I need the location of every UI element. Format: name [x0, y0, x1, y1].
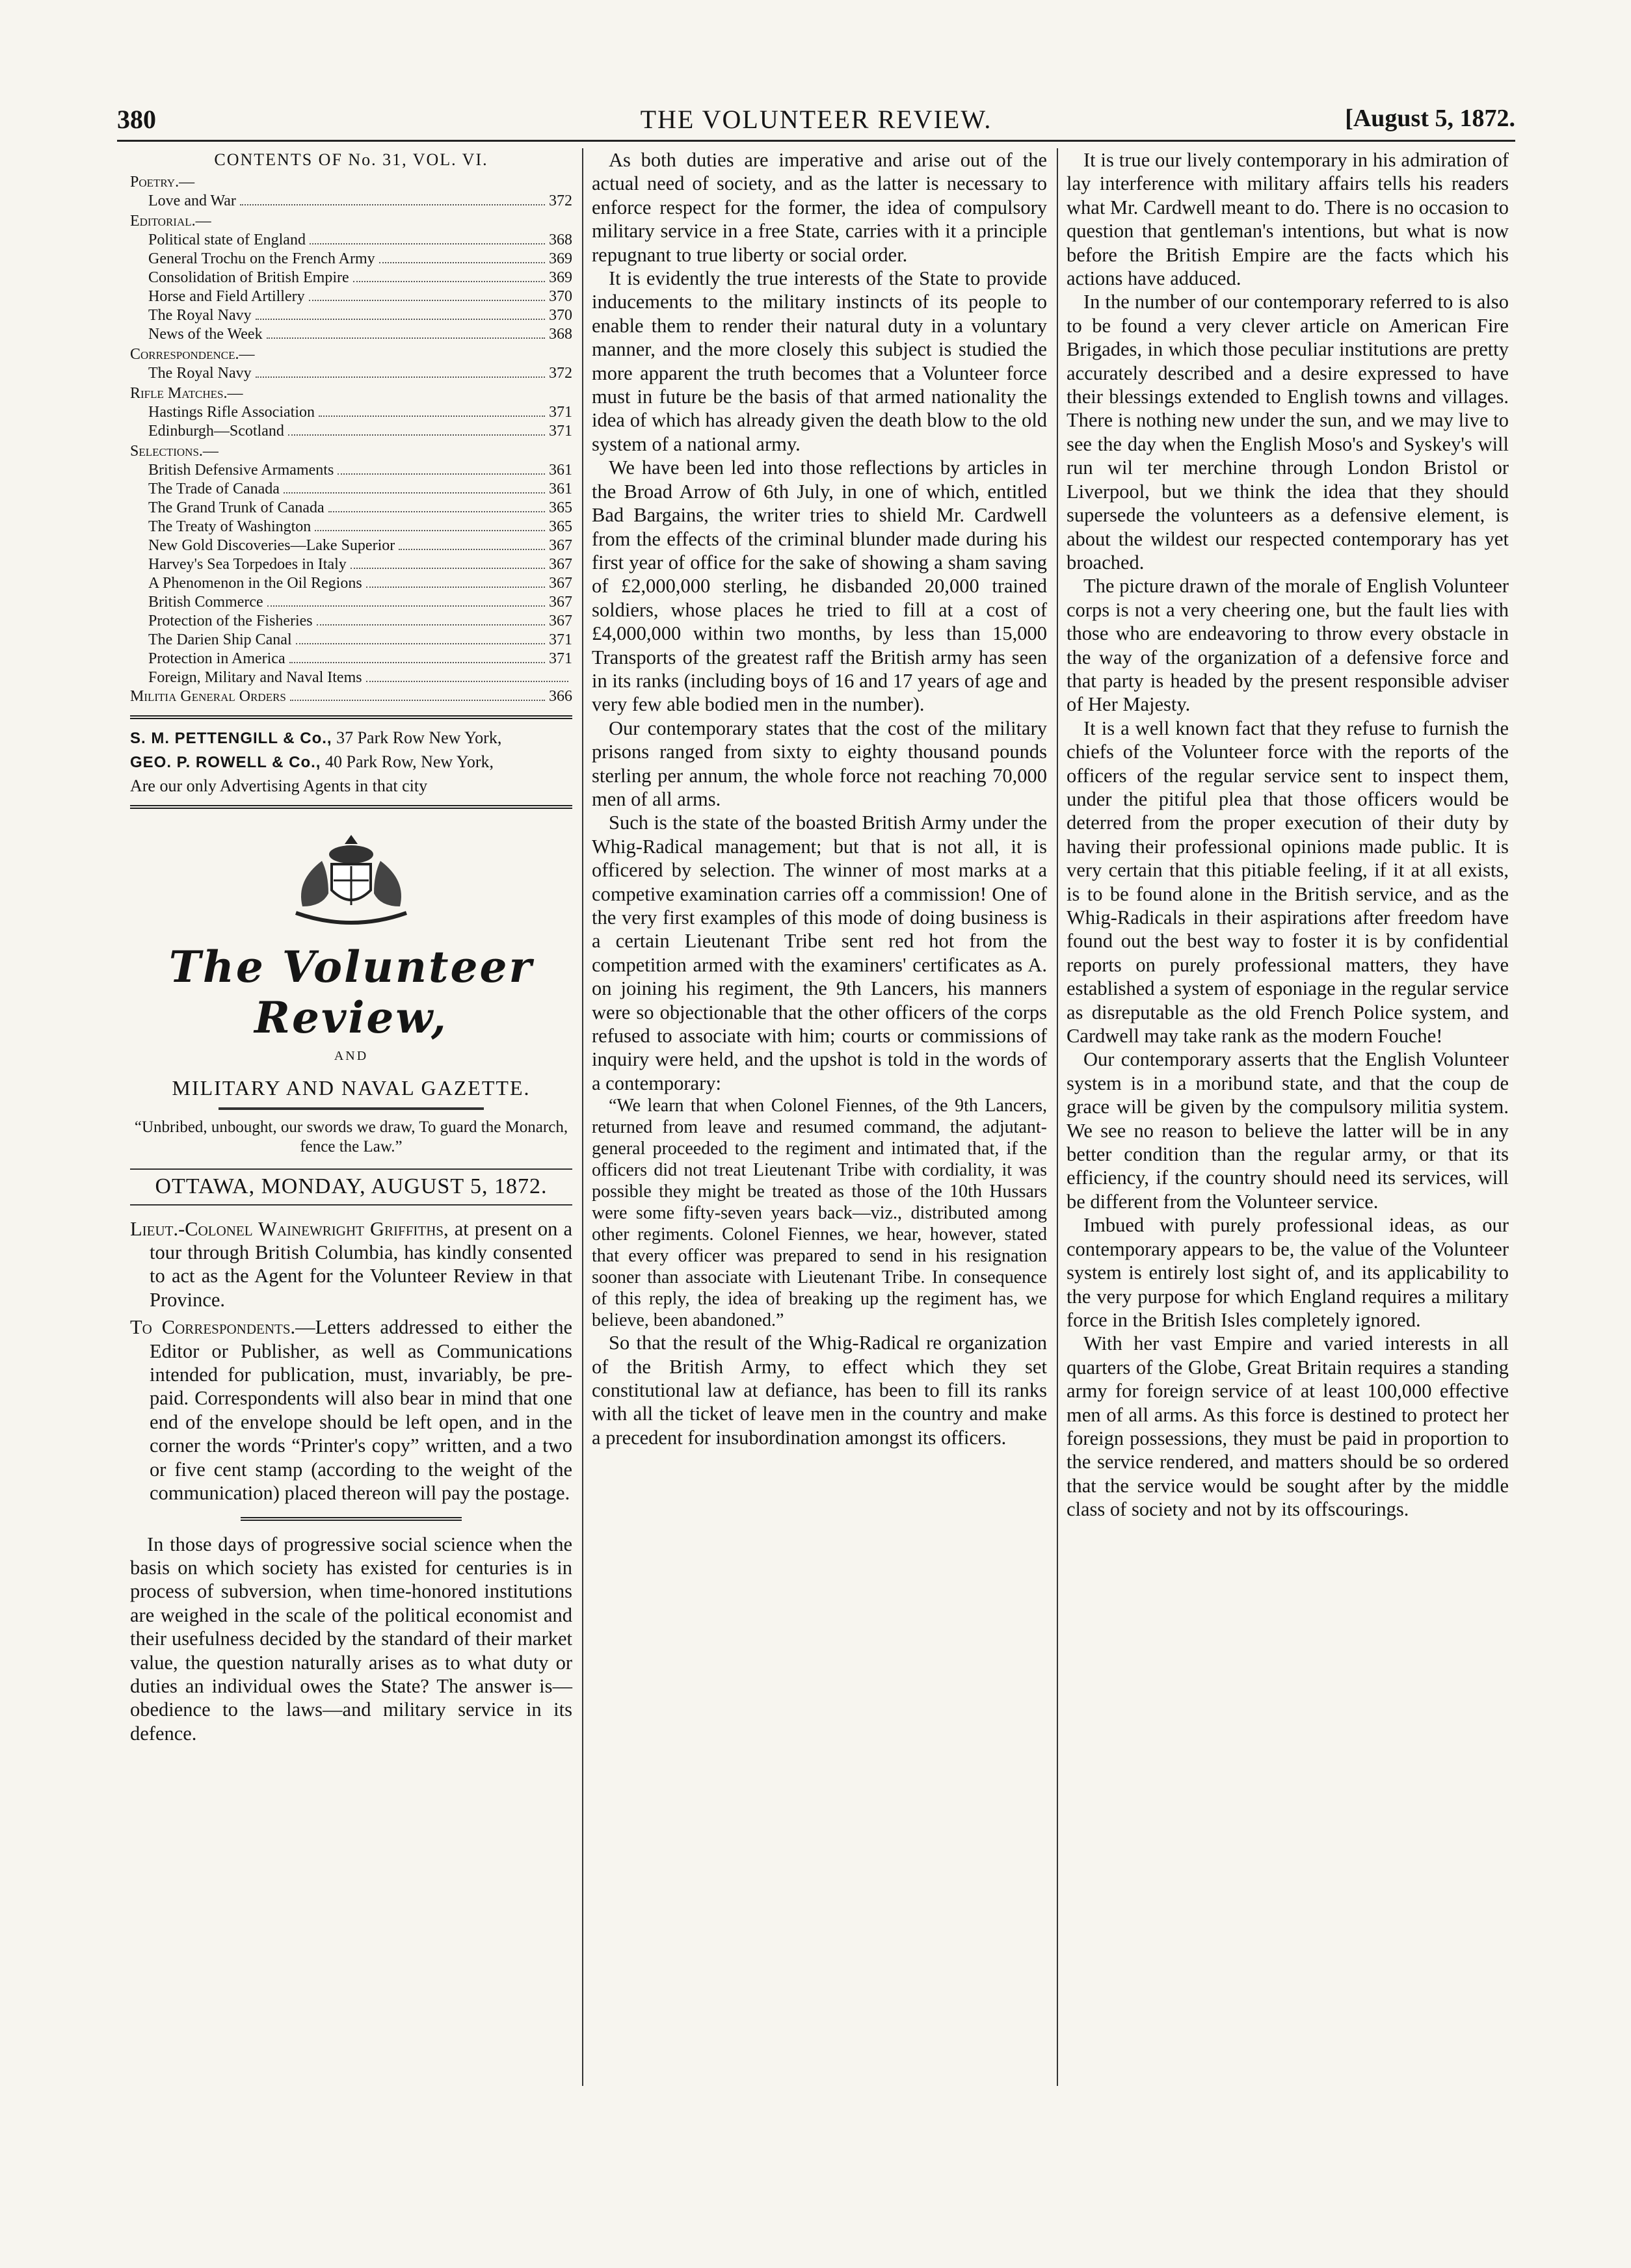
column-rule	[1057, 148, 1058, 2086]
column-1	[130, 148, 572, 1745]
contents-entry: News of the Week 368	[148, 326, 572, 343]
article-paragraph: We have been led into those reflections by articles in the Broad Arrow of 6th July, in one of which, entitled Bad Bargains, the writer tries to shield Mr. Cardwell from the effects of the criminal blunder made during his first year of office for the sake of showing a sham saving of £2,000,000 sterling, he disbanded 20,000 trained soldiers, whose places he tried to fill at a cost of £4,000,000 within two months, by less than 15,000 Transports of the greatest raff the British army has seen in its ranks (including boys of 16 and 17 years of age and very few able bodied men in the number).	[592, 456, 1047, 716]
article-paragraph: Our contemporary asserts that the English Volunteer system is in a moribund state, and that the coup de grace will be given by the compulsory militia system. We see no reason to believe the latter will be in any better condition than the regular army, or that its efficiency, if the country should need its services, will be different from the Volunteer service.	[1067, 1048, 1509, 1213]
contents-entry: British Commerce 367	[148, 594, 572, 611]
quotation: “We learn that when Colonel Fiennes, of the 9th Lancers, returned from leave and resumed command, the adjutant-general proceeded to the regiment and intimated that, if the officers did not treat Lieutenant Tribe with cordiality, it was possible they might be treated as those of the 10th Hussars were some fifty-seven years back—viz., distributed among other regiments. Colonel Fiennes, we hear, however, stated that every officer was prepared to send in his resignation sooner than associate with Lieutenant Tribe. In consequence of this reply, the idea of breaking up the regiment has, we believe, been abandoned.”	[592, 1096, 1047, 1331]
contents-section-heading: Poetry.—	[130, 174, 195, 191]
article-paragraph: So that the result of the Whig-Radical re organization of the British Army, to effect which they set constitutional law at defiance, has been to fill its ranks with all the ticket of leave men in the country and make a precedent for insubordination amongst its officers.	[592, 1332, 1047, 1449]
contents-section-heading: Editorial.—	[130, 213, 211, 230]
contents-section-heading: Selections.—	[130, 443, 219, 460]
notice: Lieut.-Colonel Wainewright Griffiths, at present on a tour through British Columbia, has kindly consented to act as the Agent for the Volunteer Review in that Province.	[130, 1217, 572, 1311]
contents-entry: The Grand Trunk of Canada 365	[148, 499, 572, 517]
divider	[241, 1517, 462, 1521]
contents-entry: Protection of the Fisheries 367	[148, 613, 572, 630]
divider	[130, 805, 572, 809]
contents-section-heading: Correspondence.—	[130, 346, 255, 363]
article-paragraph: Imbued with purely professional ideas, as our contemporary appears to be, the value of the Volunteer system is entirely lost sight of, and its applicability to the very purpose for which England requires a military force in the British Isles completely ignored.	[1067, 1214, 1509, 1331]
contents-title: CONTENTS OF No. 31, VOL. VI.	[214, 150, 488, 169]
contents-entry: Love and War 372	[148, 192, 572, 210]
notice: To Correspondents.—Letters addressed to either the Editor or Publisher, as well as Communications intended for publication, must, invariably, be pre-paid. Correspondents will also bear in mind that one end of the envelope should be left open, and in the corner the words “Printer's copy” written, and a two or five cent stamp (according to the weight of the communication) placed thereon will pay the postage.	[130, 1316, 572, 1505]
contents-entry: Militia General Orders 366	[130, 688, 572, 705]
contents-entry: Political state of England 368	[148, 231, 572, 249]
page-header	[117, 104, 1515, 143]
divider	[130, 715, 572, 719]
contents-entry: The Treaty of Washington 365	[148, 518, 572, 536]
article-paragraph: It is a well known fact that they refuse to furnish the chiefs of the Volunteer force with the reports of the officers of the regular service sent to inspect them, under the pitiful plea that those officers would be deterred from the proper execution of their duty by having their professional opinions made public. It is very certain that this pitiable feeling, if it at all exists, is to be found alone in the British service, and as the Whig-Radicals in their aspirations after freedom have found out the best way to foster it is by confidential reports on purely professional matters, they have established a system of esponiage in the regular service as disreputable as the old French Police system, and Cardwell may take rank as the modern Fouche!	[1067, 717, 1509, 1048]
running-title: THE VOLUNTEER REVIEW.	[640, 105, 992, 134]
contents-entry: The Darien Ship Canal 371	[148, 631, 572, 649]
article-paragraph: In the number of our contemporary referred to is also to be found a very clever article on American Fire Brigades, in which those peculiar institutions are pretty accurately described and a desire expressed to have their blessings extended to English towns and villages. There is nothing new under the sun, and we may live to see the day when the English Moso's and Syskey's will run wil ter merchine through London Bristol or Liverpool, but we think the idea that they should supersede the volunteers as a defensive element, is about the wildest our respected contemporary has yet broached.	[1067, 291, 1509, 574]
contents-entry: The Trade of Canada 361	[148, 481, 572, 498]
masthead-subtitle: MILITARY AND NAVAL GAZETTE.	[172, 1075, 531, 1100]
contents-entry: Horse and Field Artillery 370	[148, 288, 572, 306]
article-paragraph: The picture drawn of the morale of English Volunteer corps is not a very cheering one, but the fault lies with those who are endeavoring to throw every obstacle in the way of the organization of a defensive force and that party is headed by the present responsible adviser of Her Majesty.	[1067, 575, 1509, 716]
article-paragraph: Our contemporary states that the cost of the military prisons ranged from sixty to eighty thousand pounds sterling per annum, the whole force not reaching 70,000 men of all arms.	[592, 717, 1047, 810]
article-paragraph: It is true our lively contemporary in his admiration of lay interference with military affairs tells his readers what Mr. Cardwell meant to do. There is no occasion to question that gentleman's intentions, but what is now before the British Empire are the facts which his actions have adduced.	[1067, 149, 1509, 290]
advertising-agent: S. M. PETTENGILL & Co., 37 Park Row New York,	[130, 728, 502, 748]
contents-entry: General Trochu on the French Army 369	[148, 250, 572, 268]
article-paragraph: In those days of progressive social science when the basis on which society has existed for centuries is in process of subversion, when time-honored institutions are weighed in the scale of the political economist and their usefulness decided by the standard of their market value, the question naturally arises as to what duty or duties an individual owes the State? The answer is—obedience to the laws—and military service in its defence.	[130, 1533, 572, 1745]
contents-list	[130, 173, 572, 706]
column-2	[592, 148, 1047, 1449]
article-paragraph: As both duties are imperative and arise out of the actual need of society, and as the latter is necessary to enforce respect for the former, the idea of compulsory military service in a free State, carries with it a principle repugnant to true liberty or social order.	[592, 149, 1047, 266]
advertising-agent: GEO. P. ROWELL & Co., 40 Park Row, New York,	[130, 752, 494, 772]
contents-entry: The Royal Navy 372	[148, 365, 572, 382]
article-paragraph: With her vast Empire and varied interests in all quarters of the Globe, Great Britain requires a standing army for foreign service of at least 100,000 effective men of all arms. As this force is destined to protect her foreign possessions, they must be paid in proportion to the service rendered, and matters should be so ordered that the service would be sought after by the middle class of society and not by its offscourings.	[1067, 1332, 1509, 1521]
dateline: OTTAWA, MONDAY, AUGUST 5, 1872.	[130, 1168, 572, 1205]
article-paragraph: Such is the state of the boasted British Army under the Whig-Radical management; but that is not all, it is officered by selection. The winner of most marks at a competive examination carries off a commission! One of the very first examples of this mode of doing business is a certain Lieutenant Tribe sent red hot from the competition armed with the examiners' certificates as A. on joining his regiment, the 9th Lancers, his manners were so objectionable that the other officers of the corps refused to associate with him; courts or commissions of inquiry were held, and the upshot is told in the words of a contemporary:	[592, 811, 1047, 1094]
contents-entry: British Defensive Armaments 361	[148, 462, 572, 479]
masthead-title: The Volunteer Review,	[168, 942, 534, 1044]
masthead-and: AND	[334, 1049, 369, 1064]
contents-entry: The Royal Navy 370	[148, 307, 572, 324]
contents-entry: Edinburgh—Scotland 371	[148, 423, 572, 440]
contents-entry: Harvey's Sea Torpedoes in Italy 367	[148, 556, 572, 574]
column-rule	[582, 148, 583, 2086]
contents-entry: Hastings Rifle Association 371	[148, 404, 572, 421]
column-3	[1067, 148, 1509, 1522]
contents-section-heading: Rifle Matches.—	[130, 385, 243, 402]
header-rule	[117, 140, 1515, 142]
contents-entry: Foreign, Military and Naval Items	[130, 668, 572, 687]
royal-crest-icon	[276, 828, 426, 926]
contents-entry: A Phenomenon in the Oil Regions 367	[148, 575, 572, 592]
contents-entry: Protection in America 371	[148, 650, 572, 668]
header-date: [August 5, 1872.	[1345, 105, 1515, 132]
divider	[219, 1107, 484, 1110]
article-paragraph: It is evidently the true interests of the State to provide inducements to the military instincts of its people to enable them to render their natural duty in a voluntary manner, and the more closely this subject is studied the more apparent the truth becomes that a Volunteer force must in future be the basis of that armed nationality the idea of which has already given the death blow to the old system of a national army.	[592, 267, 1047, 455]
contents-entry: Consolidation of British Empire 369	[148, 269, 572, 287]
advertising-note: Are our only Advertising Agents in that city	[130, 776, 428, 796]
masthead-motto: “Unbribed, unbought, our swords we draw, To guard the Monarch, fence the Law.”	[134, 1118, 568, 1156]
page-number: 380	[117, 105, 156, 134]
contents-entry: New Gold Discoveries—Lake Superior 367	[148, 537, 572, 555]
